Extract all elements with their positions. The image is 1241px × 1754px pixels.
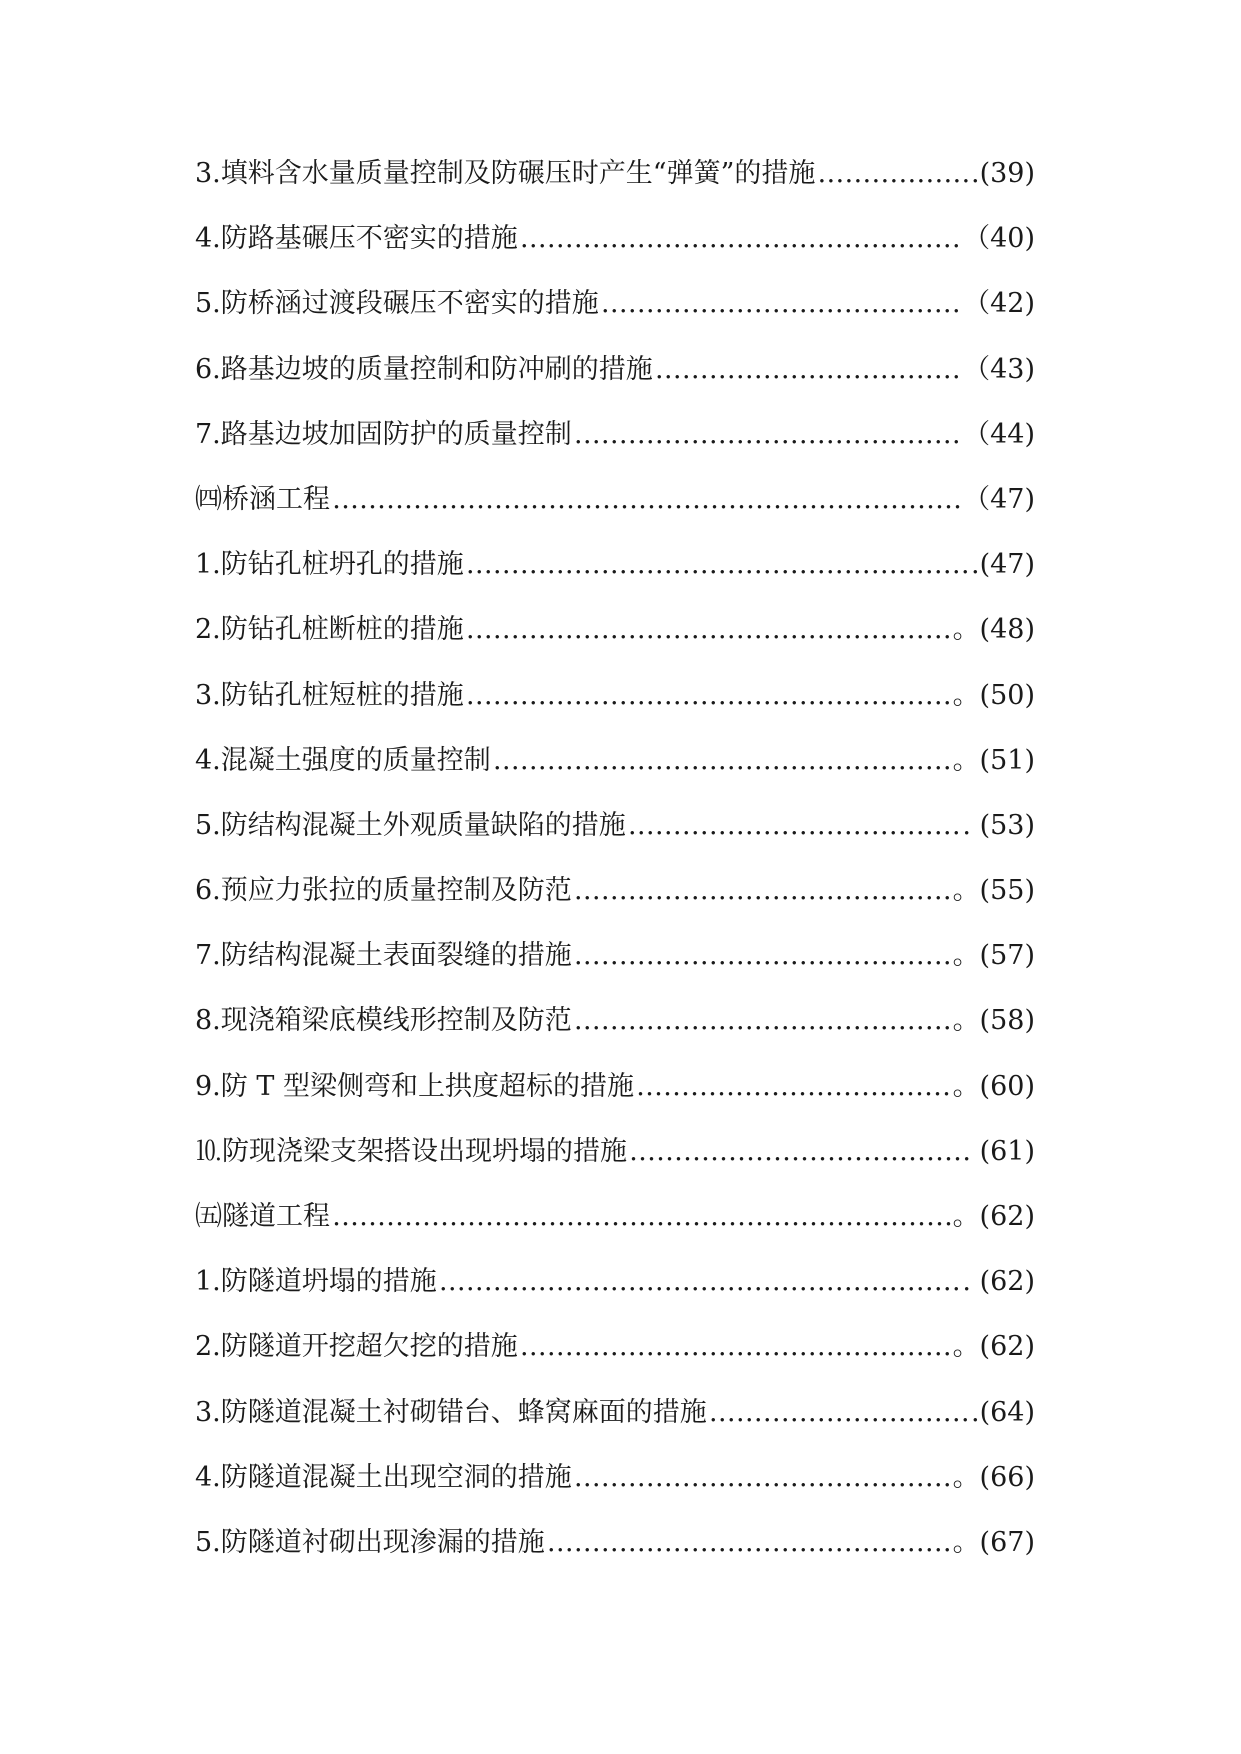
toc-entry [195,417,1035,482]
toc-entry [195,1003,1035,1068]
toc-entry-page: （40) [963,223,1035,255]
toc-entry-title: 防隧道混凝土衬砌错台、蜂窝麻面的措施 [220,1396,707,1428]
toc-entry-page: 。(55) [952,875,1035,907]
toc-entry [195,1134,1035,1199]
toc-entry-number: 3. [195,158,221,189]
toc-entry-page: 。(66) [952,1461,1035,1493]
toc-entry [195,1069,1035,1134]
toc-entry-page: （44) [963,418,1035,450]
toc-entry [195,1264,1035,1329]
toc-dot-leader [466,678,951,714]
toc-entry-number: ㈣ [195,483,222,515]
toc-entry [195,1525,1035,1590]
toc-entry-title: 防现浇梁支架搭设出现坍塌的措施 [222,1135,627,1167]
toc-entry-number: 4. [195,223,221,255]
toc-dot-leader [547,1525,951,1561]
toc-entry-number: 1. [195,1266,221,1298]
toc-entry-title: 防隧道混凝土出现空洞的措施 [220,1461,572,1493]
toc-entry-page: .(64) [970,1396,1035,1428]
toc-dot-leader [520,221,961,257]
toc-dot-leader [601,286,961,322]
toc-entry [195,156,1035,221]
toc-dot-leader [493,743,951,779]
toc-entry-number: 2. [195,614,221,646]
toc-entry-number: 3. [195,679,221,711]
toc-entry-page: 。(51) [952,744,1035,776]
toc-entry-number: 3. [195,1396,221,1428]
toc-entry-title: 防结构混凝土外观质量缺陷的措施 [220,809,626,841]
toc-entry-page: 。(48) [952,614,1035,646]
toc-dot-leader [574,417,961,453]
toc-entry-title: 防 T 型梁侧弯和上拱度超标的措施 [220,1070,634,1102]
toc-section-heading [195,1199,1035,1264]
toc-entry-number: 9. [195,1070,221,1102]
toc-entry-title: 混凝土强度的质量控制 [220,744,491,776]
toc-entry-title: 桥涵工程 [222,483,330,515]
toc-entry-title: 路基边坡加固防护的质量控制 [220,418,572,450]
toc-entry-title: 填料含水量质量控制及防碾压时产生“弹簧”的措施 [220,158,816,189]
toc-section-heading [195,482,1035,547]
toc-entry-title: 防钻孔桩坍孔的措施 [220,549,464,581]
toc-entry-number: 1. [195,549,221,581]
table-of-contents [195,156,1035,1590]
toc-entry-title: 防钻孔桩短桩的措施 [220,679,464,711]
toc-entry-number: 2. [195,1331,221,1363]
toc-entry-number: ⒑ [195,1135,222,1167]
toc-entry [195,873,1035,938]
toc-entry-number: 6. [195,875,221,907]
toc-entry-page: .(47) [970,549,1035,581]
toc-entry-page: 。(62) [952,1201,1035,1232]
toc-entry-title: 预应力张拉的质量控制及防范 [220,875,572,907]
toc-entry [195,352,1035,417]
toc-entry-number: 7. [195,940,221,972]
toc-dot-leader [709,1395,969,1431]
toc-entry [195,743,1035,808]
toc-entry [195,547,1035,612]
toc-entry-number: 4. [195,1461,221,1493]
toc-entry [195,808,1035,873]
toc-entry [195,612,1035,677]
toc-dot-leader [466,612,951,648]
toc-entry-title: 防桥涵过渡段碾压不密实的措施 [220,288,599,320]
toc-entry [195,678,1035,743]
toc-entry-number: ㈤ [195,1201,222,1232]
toc-dot-leader [628,808,961,844]
toc-entry-page: （47) [963,483,1035,515]
toc-entry-title: 现浇箱梁底模线形控制及防范 [220,1005,572,1037]
toc-entry-title: 防路基碾压不密实的措施 [220,223,518,255]
toc-entry-title: 防钻孔桩断桩的措施 [220,614,464,646]
toc-entry-title: 防结构混凝土表面裂缝的措施 [220,940,572,972]
toc-entry-page: 。(60) [952,1070,1035,1102]
toc-entry-page: （42) [963,288,1035,320]
toc-entry-number: 8. [195,1005,221,1037]
toc-entry [195,221,1035,286]
toc-entry-page: . (62) [962,1266,1035,1298]
toc-dot-leader [439,1264,961,1300]
toc-dot-leader [636,1069,951,1105]
toc-entry-number: 4. [195,744,221,776]
toc-entry-title: 隧道工程 [222,1201,330,1232]
toc-dot-leader [574,1460,951,1496]
toc-dot-leader [332,482,961,518]
toc-entry-title: 防隧道开挖超欠挖的措施 [220,1331,518,1363]
toc-entry [195,1395,1035,1460]
toc-entry-title: 防隧道坍塌的措施 [220,1266,437,1298]
toc-entry [195,1329,1035,1394]
toc-entry [195,1460,1035,1525]
toc-entry-page: 。(67) [952,1526,1035,1558]
toc-dot-leader [629,1134,960,1170]
toc-entry-page: .(39) [970,158,1035,189]
toc-entry-page: . (53) [962,809,1035,841]
toc-dot-leader [817,156,969,192]
toc-dot-leader [574,938,951,974]
toc-dot-leader [332,1199,951,1235]
toc-entry-page: 。(58) [952,1005,1035,1037]
toc-entry-number: 5. [195,809,221,841]
toc-entry-page: 。(62) [952,1331,1035,1363]
toc-entry-page: （43) [963,353,1035,385]
toc-entry-number: 6. [195,353,221,385]
toc-entry-title: 防隧道衬砌出现渗漏的措施 [220,1526,545,1558]
toc-dot-leader [574,1003,951,1039]
toc-entry-page: 。(57) [952,940,1035,972]
toc-dot-leader [466,547,969,583]
toc-dot-leader [574,873,951,909]
toc-dot-leader [520,1329,951,1365]
toc-entry-number: 5. [195,1526,221,1558]
toc-dot-leader [655,352,961,388]
toc-entry-number: 7. [195,418,221,450]
toc-entry [195,938,1035,1003]
toc-entry [195,286,1035,351]
toc-entry-title: 路基边坡的质量控制和防冲刷的措施 [220,353,653,385]
toc-entry-number: 5. [195,288,221,320]
toc-entry-page: . (61) [962,1135,1035,1167]
toc-entry-page: 。(50) [952,679,1035,711]
